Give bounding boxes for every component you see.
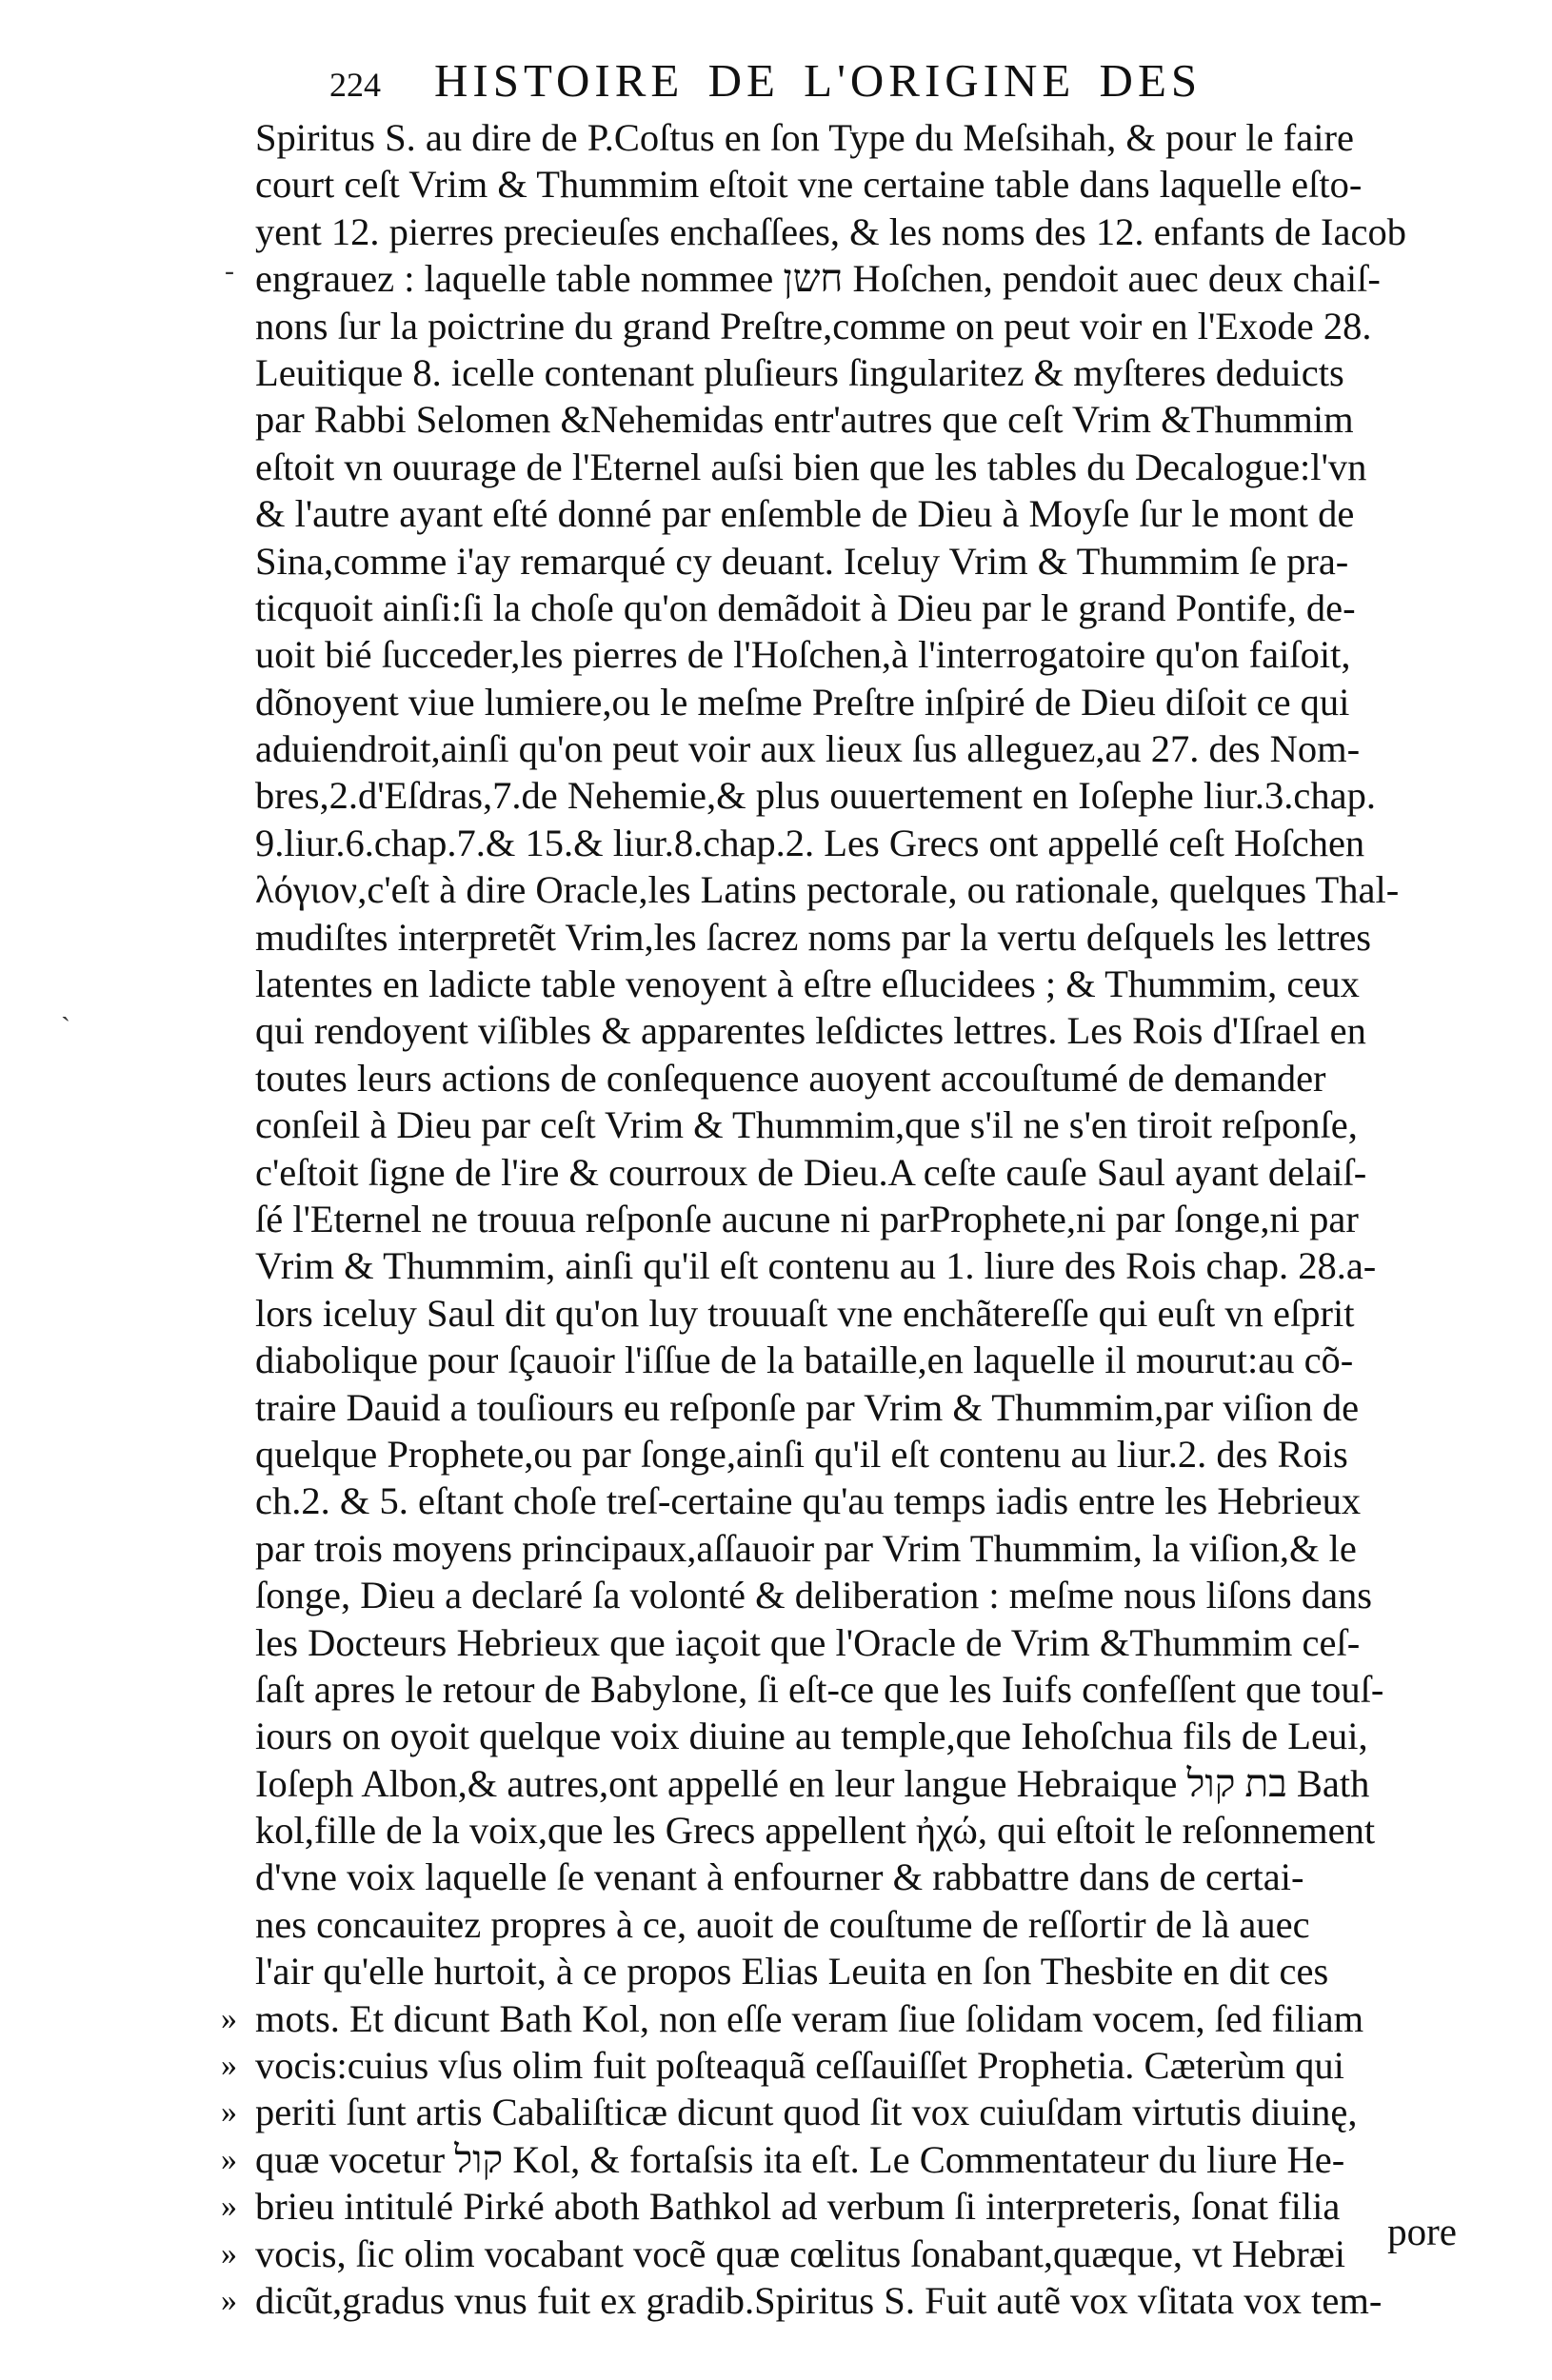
text-line: ſé l'Eternel ne trouua reſponſe aucune ni parProphete,ni par ſonge,ni par	[255, 1197, 1359, 1240]
quoted-text-line: » brieu intitulé Pirké aboth Bathkol ad verbum ſi interpreteris, ſonat filia	[255, 2183, 1455, 2230]
text-line: conſeil à Dieu par ceſt Vrim & Thummim,que s'il ne s'en tiroit reſponſe,	[255, 1103, 1358, 1147]
text-line: ticquoit ainſi:ſi la choſe qu'on demãdoit à Dieu par le grand Pontife, de-	[255, 585, 1356, 629]
text-line: & l'autre ayant eſté donné par enſemble de Dieu à Moyſe ſur le mont de	[255, 492, 1355, 536]
text-line: ch.2. & 5. eſtant choſe treſ-certaine qu'au temps iadis entre les Hebrieux	[255, 1479, 1362, 1523]
text-line: ſonge, Dieu a declaré ſa volonté & deliberation : meſme nous liſons dans	[255, 1574, 1373, 1617]
quoted-text-line: » dicũt,gradus vnus fuit ex gradib.Spiritus S. Fuit autẽ vox vſitata vox tem-	[255, 2277, 1455, 2324]
text-line: l'air qu'elle hurtoit, à ce propos Elias Leuita en ſon Thesbite en dit ces	[255, 1950, 1329, 1993]
text-line: d'vne voix laquelle ſe venant à enfourner & rabbattre dans de certai-	[255, 1855, 1304, 1899]
text-line: diabolique pour ſçauoir l'iſſue de la bataille,en laquelle il mourut:au cõ-	[255, 1339, 1354, 1382]
quoted-text-line: » quæ vocetur קול Kol, & fortaſsis ita eſt. Le Commentateur du liure He-	[255, 2136, 1455, 2183]
running-title: HISTOIRE DE L'ORIGINE DES	[434, 54, 1203, 107]
text-line: toutes leurs actions de conſequence auoyent accouſtumé de demander	[255, 1056, 1326, 1100]
text-line: uoit bié ſucceder,les pierres de l'Hoſchen,à l'interrogatoire qu'on faiſoit,	[255, 633, 1351, 677]
text-line: mudiſtes interpretẽt Vrim,les ſacrez noms par la vertu deſquels les lettres	[255, 915, 1372, 959]
text-line: λόγιον,c'eſt à dire Oracle,les Latins pectorale, ou rationale, quelques Thal-	[255, 868, 1400, 912]
text-line: Ioſeph Albon,& autres,ont appellé en leur langue Hebraique בת קול Bath	[255, 1761, 1370, 1805]
text-line: par Rabbi Selomen &Nehemidas entr'autres que ceſt Vrim &Thummim	[255, 398, 1354, 442]
page-header	[329, 53, 1282, 108]
text-line: latentes en ladicte table venoyent à eſtre eſlucidees ; & Thummim, ceux	[255, 962, 1360, 1006]
text-line: les Docteurs Hebrieux que iaçoit que l'Oracle de Vrim &Thummim ceſ-	[255, 1620, 1361, 1664]
text-line: 9.liur.6.chap.7.& 15.& liur.8.chap.2. Les Grecs ont appellé ceſt Hoſchen	[255, 821, 1365, 864]
body-text	[255, 114, 1455, 2324]
text-line: ſaſt apres le retour de Babylone, ſi eſt-ce que les Iuifs confeſſent que touſ-	[255, 1667, 1384, 1711]
text-line: c'eſtoit ſigne de l'ire & courroux de Dieu.A ceſte cauſe Saul ayant delaiſ-	[255, 1150, 1367, 1194]
margin-tick: -	[225, 255, 234, 287]
text-line: dõnoyent viue lumiere,ou le meſme Preſtre inſpiré de Dieu diſoit ce qui	[255, 680, 1350, 724]
text-line: yent 12. pierres precieuſes enchaſſees, & les noms des 12. enfants de Iacob	[255, 209, 1406, 253]
quoted-text-line: » periti ſunt artis Cabaliſticæ dicunt quod ſit vox cuiuſdam virtutis diuinę,	[255, 2089, 1455, 2135]
quoted-text-line: » mots. Et dicunt Bath Kol, non eſſe veram ſiue ſolidam vocem, ſed filiam	[255, 1995, 1455, 2042]
text-line: Spiritus S. au dire de P.Coſtus en ſon Type du Meſsihah, & pour le faire	[255, 116, 1354, 159]
text-line: qui rendoyent viſibles & apparentes leſdictes lettres. Les Rois d'Iſrael en	[255, 1009, 1366, 1053]
text-line: bres,2.d'Eſdras,7.de Nehemie,& plus ouuertement en Ioſephe liur.3.chap.	[255, 774, 1376, 818]
catchword: pore	[1387, 2210, 1457, 2253]
text-line: par trois moyens principaux,aſſauoir par Vrim Thummim, la viſion,& le	[255, 1526, 1357, 1570]
text-line: aduiendroit,ainſi qu'on peut voir aux lieux ſus alleguez,au 27. des Nom-	[255, 727, 1361, 771]
text-line: lors iceluy Saul dit qu'on luy trouuaſt vne enchãtereſſe qui euſt vn eſprit	[255, 1291, 1355, 1335]
quoted-text-line: » vocis, ſic olim vocabant vocẽ quæ cœlitus ſonabant,quæque, vt Hebræi	[255, 2231, 1455, 2277]
text-line: engrauez : laquelle table nommee חשן Hoſchen, pendoit auec deux chaiſ-	[255, 257, 1381, 301]
text-line: Vrim & Thummim, ainſi qu'il eſt contenu au 1. liure des Rois chap. 28.a-	[255, 1244, 1377, 1288]
text-line: court ceſt Vrim & Thummim eſtoit vne certaine table dans laquelle eſto-	[255, 163, 1363, 207]
margin-tick: ˏ	[61, 990, 70, 1021]
text-line: nons ſur la poictrine du grand Preſtre,comme on peut voir en l'Exode 28.	[255, 304, 1372, 347]
text-line: kol,fille de la voix,que les Grecs appellent ἠχώ, qui eſtoit le reſonnement	[255, 1809, 1376, 1853]
quoted-text-line: » vocis:cuius vſus olim fuit poſteaquã ceſſauiſſet Prophetia. Cæterùm qui	[255, 2042, 1455, 2089]
text-line: quelque Prophete,ou par ſonge,ainſi qu'il eſt contenu au liur.2. des Rois	[255, 1432, 1348, 1476]
text-line: Sina,comme i'ay remarqué cy deuant. Iceluy Vrim & Thummim ſe pra-	[255, 539, 1349, 583]
text-line: traire Dauid a touſiours eu reſponſe par Vrim & Thummim,par viſion de	[255, 1385, 1360, 1429]
page-number: 224	[329, 66, 381, 104]
text-line: nes concauitez propres à ce, auoit de couſtume de reſſortir de là auec	[255, 1902, 1310, 1946]
text-line: iours on oyoit quelque voix diuine au temple,que Iehoſchua fils de Leui,	[255, 1715, 1368, 1758]
text-line: eſtoit vn ouurage de l'Eternel auſsi bien que les tables du Decalogue:l'vn	[255, 445, 1367, 488]
text-line: Leuitique 8. icelle contenant pluſieurs ſingularitez & myſteres deduicts	[255, 350, 1344, 394]
